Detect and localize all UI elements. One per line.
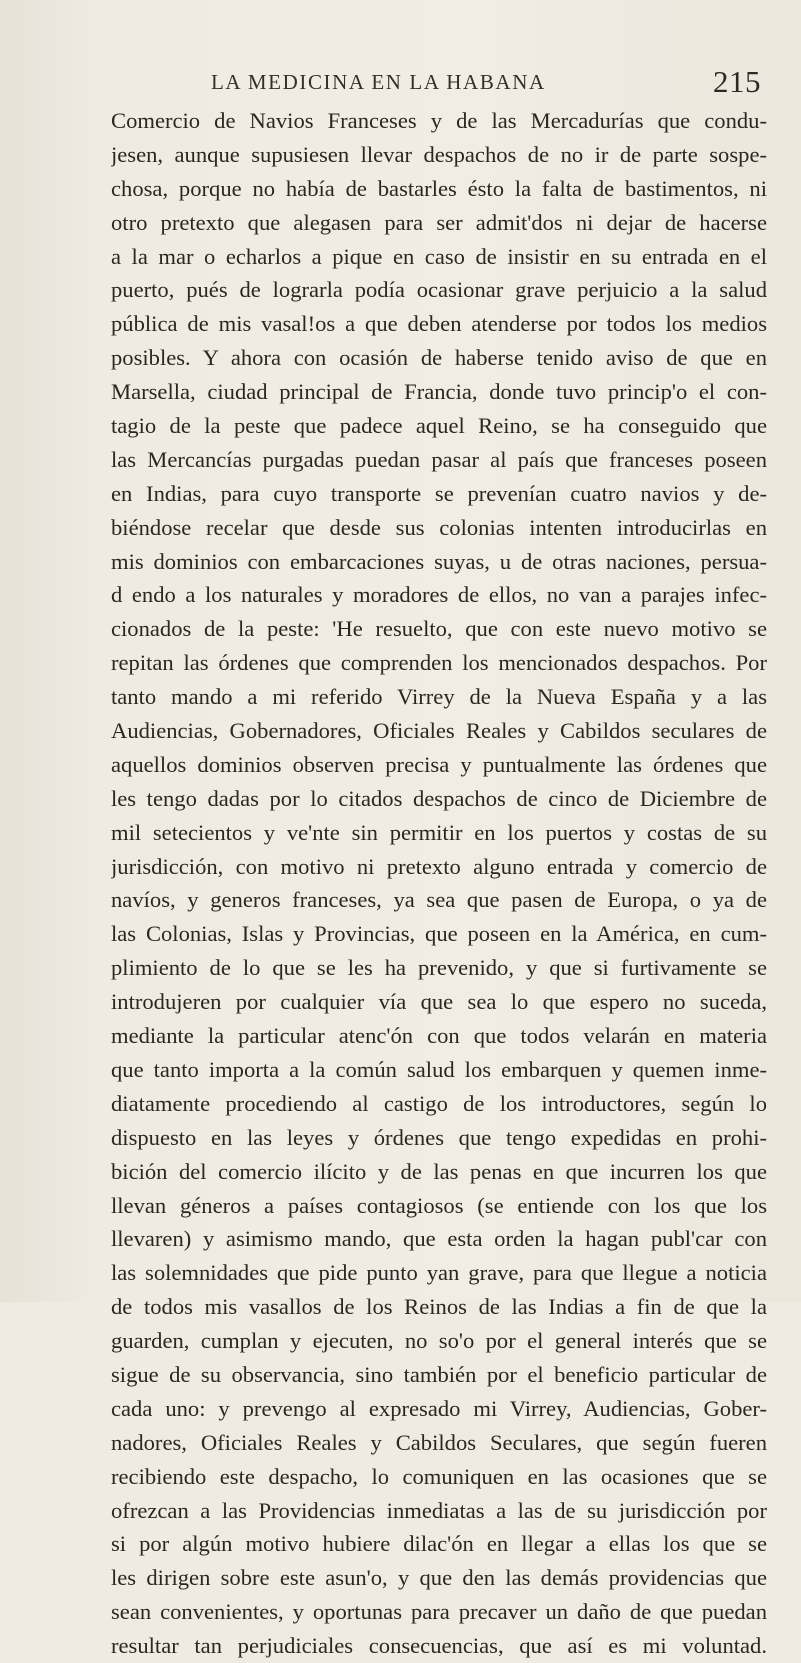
text-line: si por algún motivo hubiere dilac'ón en llegar a ellas los que se [111,1531,767,1557]
page-number: 215 [713,64,761,99]
text-line: guarden, cumplan y ejecuten, no so'o por el general interés que se [111,1328,767,1354]
text-line: las Colonias, Islas y Provincias, que poseen en la América, en cum- [111,921,767,947]
text-line: posibles. Y ahora con ocasión de haberse tenido aviso de que en [111,345,767,371]
text-line: las Mercancías purgadas puedan pasar al país que franceses poseen [111,446,767,472]
text-line: de todos mis vasallos de los Reinos de las Indias a fin de que la [111,1294,767,1320]
text-line: cada uno: y prevengo al expresado mi Virrey, Audiencias, Gober- [111,1395,767,1421]
text-line: Comercio de Navios Franceses y de las Mercadurías que condu- [111,108,767,133]
text-line: navíos, y generos franceses, ya sea que pasen de Europa, o ya de [111,887,767,913]
text-line: llevan géneros a países contagiosos (se entiende con los que los [111,1192,767,1218]
text-line: otro pretexto que alegasen para ser admit'dos ni dejar de hacerse [111,209,767,235]
text-line: tanto mando a mi referido Virrey de la Nueva España y a las [111,684,767,710]
text-line: aquellos dominios observen precisa y puntualmente las órdenes que [111,751,767,777]
text-line: sean convenientes, y oportunas para precaver un daño de que puedan [111,1599,767,1625]
text-line: mis dominios con embarcaciones suyas, u de otras naciones, persua- [111,548,767,574]
text-line: biéndose recelar que desde sus colonias intenten introducirlas en [111,514,767,540]
text-line: que tanto importa a la común salud los embarquen y quemen inme- [111,1056,767,1082]
text-line: dispuesto en las leyes y órdenes que tengo expedidas en prohi- [111,1124,767,1150]
text-line: puerto, pués de lograrla podía ocasionar grave perjuicio a la salud [111,277,767,303]
running-head [111,0,767,104]
text-line: introdujeren por cualquier vía que sea lo que espero no suceda, [111,989,767,1015]
text-line: Audiencias, Gobernadores, Oficiales Reales y Cabildos seculares de [111,718,767,744]
text-line: recibiendo este despacho, lo comuniquen en las ocasiones que se [111,1463,767,1489]
text-line: pública de mis vasal!os a que deben atenderse por todos los medios [111,311,767,337]
text-line: llevaren) y asimismo mando, que esta orden la hagan publ'car con [111,1226,767,1252]
text-line: resultar tan perjudiciales consecuencias, que así es mi voluntad. [111,1633,767,1659]
text-line: chosa, porque no había de bastarles ésto la falta de bastimentos, ni [111,175,767,201]
text-line: d endo a los naturales y moradores de ellos, no van a parajes infec- [111,582,767,608]
text-line: a la mar o echarlos a pique en caso de insistir en su entrada en el [111,243,767,269]
text-line: cionados de la peste: 'He resuelto, que con este nuevo motivo se [111,616,767,642]
text-line: mil setecientos y ve'nte sin permitir en los puertos y costas de su [111,819,767,845]
text-line: diatamente procediendo al castigo de los introductores, según lo [111,1090,767,1116]
text-line: bición del comercio ilícito y de las penas en que incurren los que [111,1158,767,1184]
text-line: ofrezcan a las Providencias inmediatas a las de su jurisdicción por [111,1497,767,1523]
text-line: les tengo dadas por lo citados despachos de cinco de Diciembre de [111,785,767,811]
text-line: les dirigen sobre este asun'o, y que den las demás providencias que [111,1565,767,1591]
text-line: las solemnidades que pide punto yan grave, para que llegue a noticia [111,1260,767,1286]
body-paragraph [111,104,767,1663]
text-line: Marsella, ciudad principal de Francia, donde tuvo princip'o el con- [111,379,767,405]
text-line: repitan las órdenes que comprenden los mencionados despachos. Por [111,650,767,676]
text-line: jesen, aunque supusiesen llevar despachos de no ir de parte sospe- [111,141,767,167]
text-line: plimiento de lo que se les ha prevenido, y que si furtivamente se [111,955,767,981]
text-line: mediante la particular atenc'ón con que todos velarán en materia [111,1023,767,1049]
text-line: nadores, Oficiales Reales y Cabildos Seculares, que según fueren [111,1429,767,1455]
text-line: jurisdicción, con motivo ni pretexto alguno entrada y comercio de [111,853,767,879]
text-line: en Indias, para cuyo transporte se prevenían cuatro navios y de- [111,480,767,506]
running-title: LA MEDICINA EN LA HABANA [211,70,546,94]
text-line: sigue de su observancia, sino también por el beneficio particular de [111,1361,767,1387]
text-line: tagio de la peste que padece aquel Reino, se ha conseguido que [111,413,767,439]
